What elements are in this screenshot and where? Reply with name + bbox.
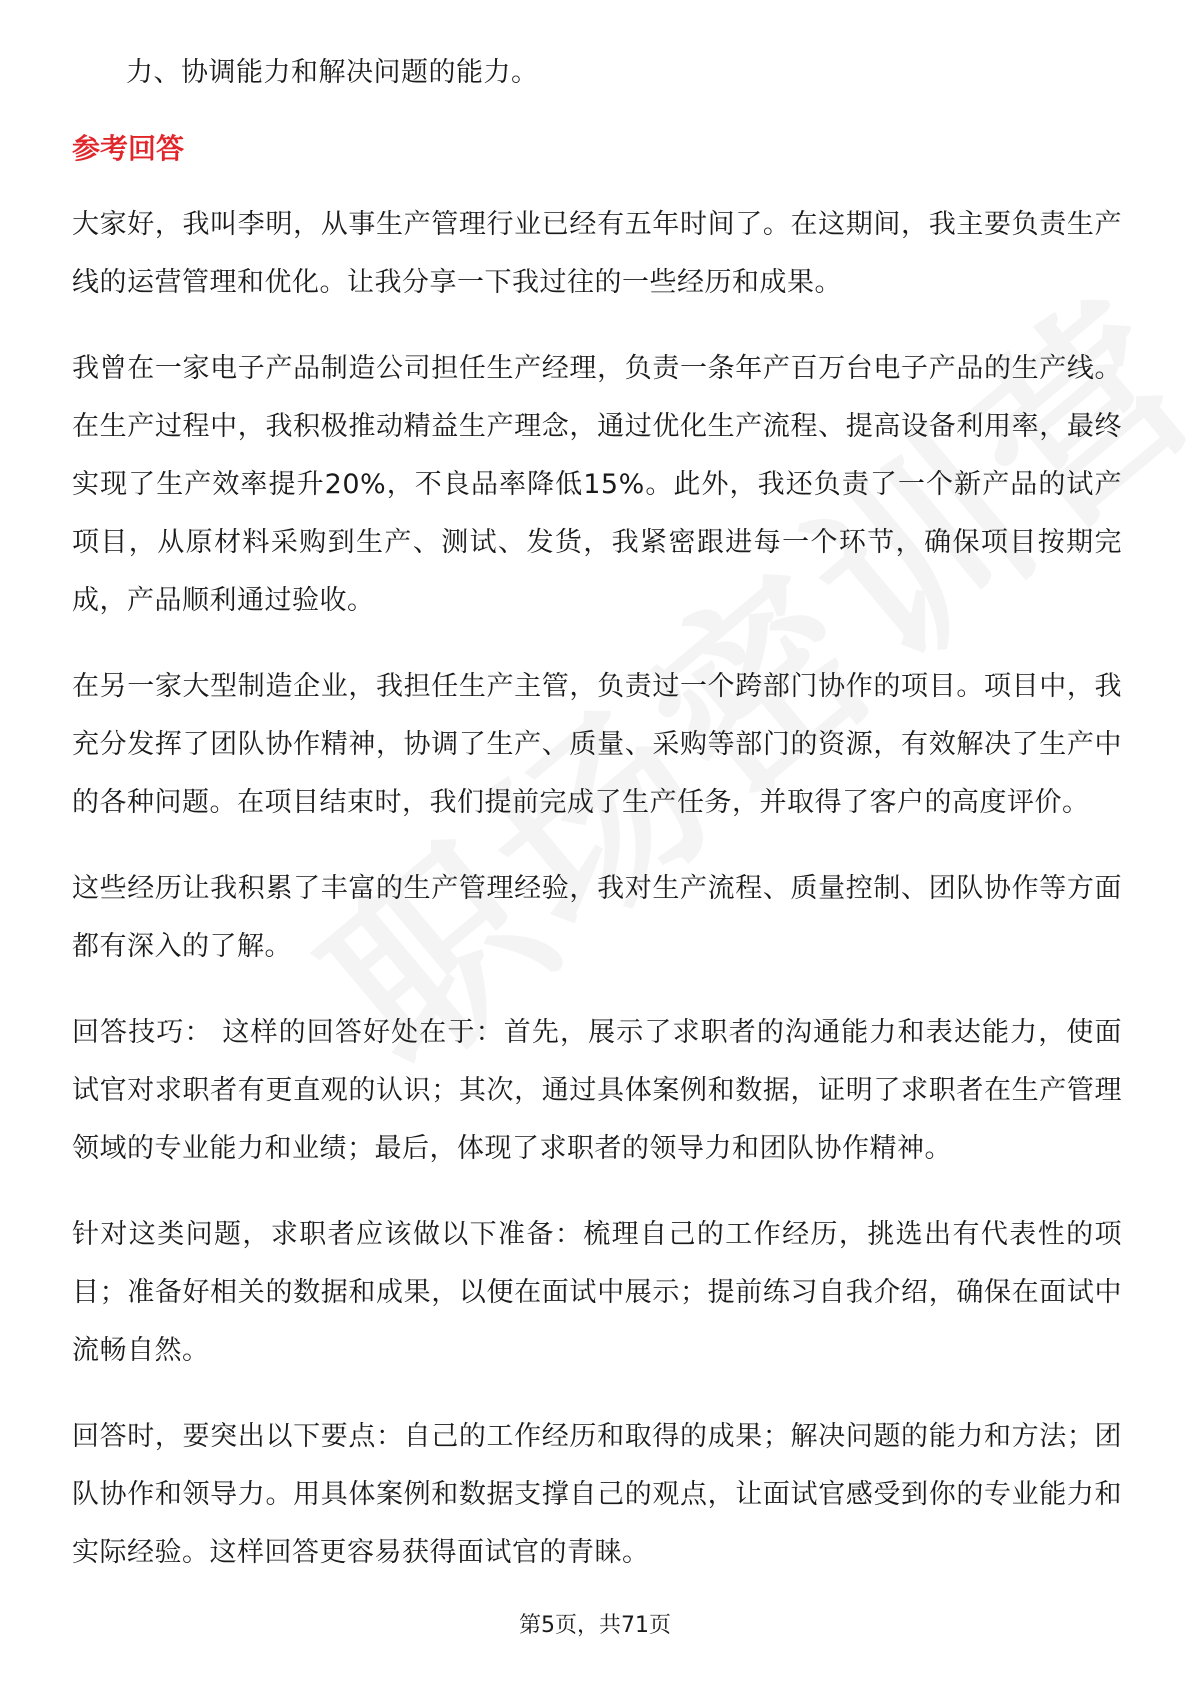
section-heading: 参考回答: [72, 132, 185, 165]
intro-tail-text: 力、协调能力和解决问题的能力。: [126, 57, 539, 88]
paragraph-2: 我曾在一家电子产品制造公司担任生产经理，负责一条年产百万台电子产品的生产线。在生产过程中，我积极推动精益生产理念，通过优化生产流程、提高设备利用率，最终实现了生产效率提升20%，不良品率降低15%。此外，我还负责了一个新产品的试产项目，从原材料采购到生产、测试、发货，我紧密跟进每一个环节，确保项目按期完成，产品顺利通过验收。: [72, 353, 1122, 616]
paragraph-4: 这些经历让我积累了丰富的生产管理经验，我对生产流程、质量控制、团队协作等方面都有深入的了解。: [72, 873, 1122, 962]
paragraph-5: 回答技巧： 这样的回答好处在于：首先，展示了求职者的沟通能力和表达能力，使面试官对求职者有更直观的认识；其次，通过具体案例和数据，证明了求职者在生产管理领域的专业能力和业绩；最后，体现了求职者的领导力和团队协作精神。: [72, 1017, 1122, 1164]
document-body: [72, 44, 1122, 1610]
paragraph-3: 在另一家大型制造企业，我担任生产主管，负责过一个跨部门协作的项目。项目中，我充分发挥了团队协作精神，协调了生产、质量、采购等部门的资源，有效解决了生产中的各种问题。在项目结束时，我们提前完成了生产任务，并取得了客户的高度评价。: [72, 671, 1122, 818]
page-number-footer: 第5页，共71页: [519, 1613, 671, 1638]
paragraph-6: 针对这类问题，求职者应该做以下准备：梳理自己的工作经历，挑选出有代表性的项目；准备好相关的数据和成果，以便在面试中展示；提前练习自我介绍，确保在面试中流畅自然。: [72, 1219, 1122, 1366]
paragraph-7: 回答时，要突出以下要点：自己的工作经历和取得的成果；解决问题的能力和方法；团队协作和领导力。用具体案例和数据支撑自己的观点，让面试官感受到你的专业能力和实际经验。这样回答更容易获得面试官的青睐。: [72, 1421, 1122, 1568]
paragraph-1: 大家好，我叫李明，从事生产管理行业已经有五年时间了。在这期间，我主要负责生产线的运营管理和优化。让我分享一下我过往的一些经历和成果。: [72, 209, 1122, 298]
